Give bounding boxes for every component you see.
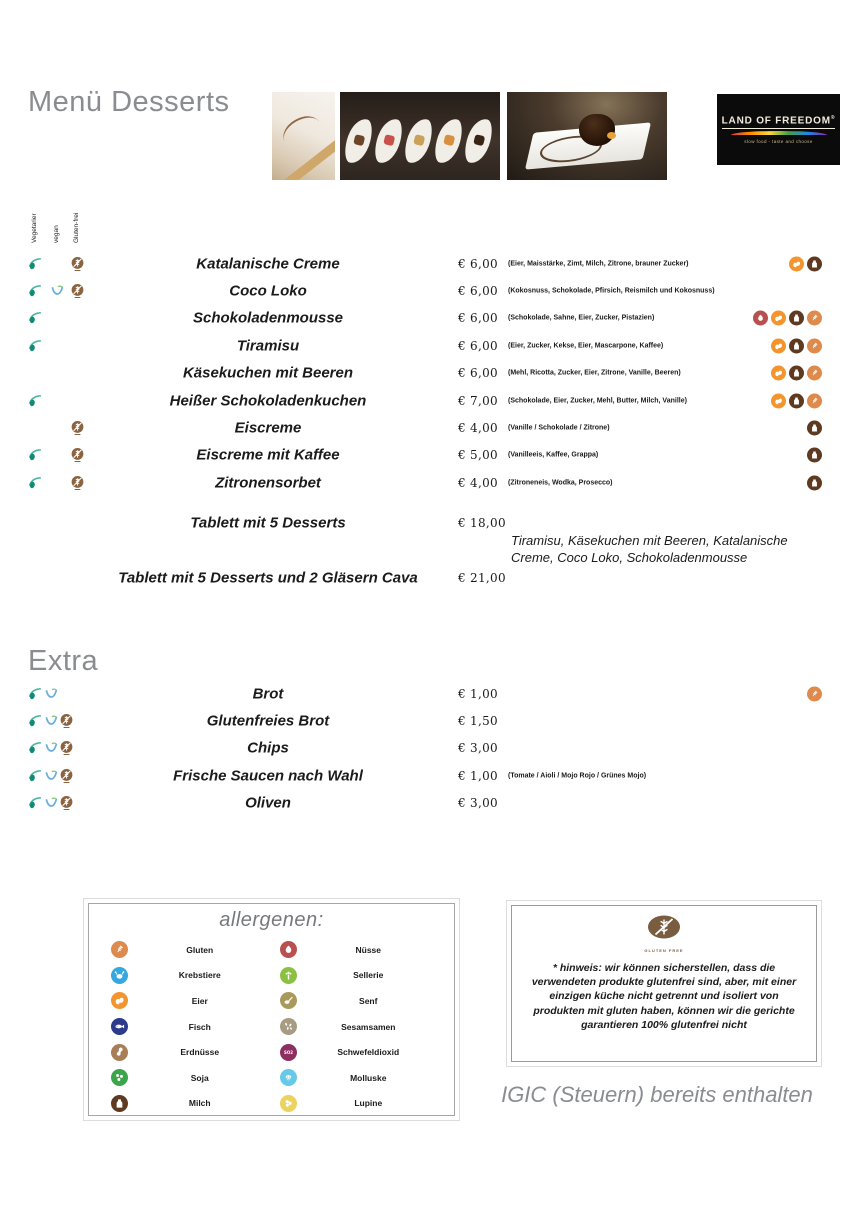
- logo-tagline: slow food - taste and choose: [744, 138, 813, 144]
- svg-text:SO2: SO2: [283, 1049, 293, 1055]
- legend-grid: [89, 932, 454, 1116]
- menu-item-price: € 6,00: [458, 338, 498, 353]
- dessert-sample-decor: [353, 134, 365, 146]
- legend-entry: [103, 1014, 272, 1040]
- vegetarian-icon: [28, 796, 43, 811]
- platter-name: Tablett mit 5 Desserts und 2 Gläsern Cava: [118, 569, 418, 587]
- allergen-nuesse-icon: [753, 311, 768, 326]
- platter-name: Tablett mit 5 Desserts: [190, 514, 346, 532]
- menu-item-ingredients: (Tomate / Aioli / Mojo Rojo / Grünes Mojo): [508, 772, 647, 780]
- menu-item-ingredients: (Schokolade, Sahne, Eier, Zucker, Pistazien): [508, 314, 655, 322]
- menu-item-price: € 6,00: [458, 256, 498, 271]
- allergen-milch-icon: [111, 1095, 128, 1112]
- menu-item-ingredients: (Vanilleeis, Kaffee, Grappa): [508, 451, 599, 459]
- legend-entry: [272, 1039, 441, 1065]
- legend-entry: [272, 937, 441, 963]
- menu-item-row: [0, 707, 854, 734]
- vegetarian-icon: [28, 393, 43, 408]
- menu-item-allergens: [771, 338, 822, 353]
- menu-item-price: € 3,00: [458, 796, 498, 811]
- glutenfree-icon: [512, 915, 816, 947]
- menu-item-row: [0, 442, 854, 469]
- menu-item-name: Schokoladenmousse: [192, 309, 344, 327]
- glutenfree-icon: [70, 448, 85, 463]
- platter-price: € 18,00: [458, 516, 506, 530]
- menu-item-allergens: [807, 421, 822, 436]
- menu-item-row: [0, 790, 854, 817]
- vegetarian-icon: [28, 311, 43, 326]
- allergen-gluten-icon: [807, 338, 822, 353]
- platter-row: [0, 566, 854, 590]
- allergen-label: Gluten: [186, 944, 214, 955]
- menu-item-row: [0, 735, 854, 762]
- allergen-milch-icon: [807, 256, 822, 271]
- allergen-gluten-icon: [807, 366, 822, 381]
- menu-item-row: [0, 360, 854, 387]
- platter-description: Tiramisu, Käsekuchen mit Beeren, Katalanische Creme, Coco Loko, Schokoladenmousse: [511, 533, 788, 565]
- dessert-list: [0, 250, 854, 497]
- cheesecake-chocolate-script-decor: [278, 110, 327, 154]
- platter-price: € 21,00: [458, 571, 506, 585]
- glutenfree-hint-box: [511, 905, 817, 1062]
- menu-item-row: [0, 680, 854, 707]
- menu-item-name: Chips: [247, 739, 289, 757]
- menu-item-price: € 6,00: [458, 284, 498, 299]
- allergen-milch-icon: [789, 393, 804, 408]
- glutenfree-icon-caption: GLUTEN FREE: [644, 948, 684, 953]
- glutenfree-icon: [70, 284, 85, 299]
- menu-item-allergens: [771, 366, 822, 381]
- dessert-sample-decor: [473, 134, 485, 146]
- menu-item-allergens: [771, 393, 822, 408]
- orange-garnish-decor: [607, 132, 616, 139]
- allergen-milch-icon: [807, 475, 822, 490]
- allergen-label: Lupine: [354, 1098, 383, 1109]
- legend-title: allergenen:: [219, 909, 324, 931]
- allergen-milch-icon: [807, 448, 822, 463]
- menu-item-price: € 6,00: [458, 311, 498, 326]
- menu-item-ingredients: (Mehl, Ricotta, Zucker, Eier, Zitrone, Vanille, Beeren): [508, 369, 681, 377]
- menu-item-price: € 3,00: [458, 741, 498, 756]
- photo-cheesecake-slice: [272, 92, 335, 180]
- menu-item-price: € 1,50: [458, 714, 498, 729]
- menu-item-ingredients: (Kokosnuss, Schokolade, Pfirsich, Reismilch und Kokosnuss): [508, 287, 715, 295]
- allergen-nuesse-icon: [280, 941, 297, 958]
- vegan-icon: [44, 796, 59, 811]
- menu-item-price: € 6,00: [458, 366, 498, 381]
- menu-item-ingredients: (Eier, Zucker, Kekse, Eier, Mascarpone, Kaffee): [508, 342, 664, 350]
- allergen-label: Sellerie: [353, 970, 384, 981]
- menu-item-row: [0, 332, 854, 359]
- legend-entry: [272, 1065, 441, 1091]
- vegan-icon: [50, 284, 65, 299]
- menu-item-name: Eiscreme: [234, 419, 302, 437]
- logo-name: [722, 115, 836, 128]
- allergen-label: Fisch: [188, 1021, 211, 1032]
- allergen-soja-icon: [111, 1069, 128, 1086]
- dessert-plate-decor: [462, 116, 495, 166]
- menu-item-allergens: [807, 686, 822, 701]
- vegetarian-icon: [28, 448, 43, 463]
- allergen-sesamsamen-icon: [280, 1018, 297, 1035]
- legend-entry: [103, 988, 272, 1014]
- registered-mark: ®: [830, 115, 836, 122]
- menu-item-name: Oliven: [245, 794, 291, 812]
- allergen-eier-icon: [111, 992, 128, 1009]
- dessert-sample-decor: [413, 134, 425, 146]
- allergen-label: Soja: [190, 1072, 209, 1083]
- allergen-label: Molluske: [350, 1072, 387, 1083]
- vegan-icon: [44, 686, 59, 701]
- allergen-eier-icon: [771, 338, 786, 353]
- menu-item-name: Zitronensorbet: [215, 474, 321, 492]
- cake-decor: [579, 114, 615, 146]
- vegan-icon: [44, 741, 59, 756]
- menu-item-row: [0, 762, 854, 789]
- allergen-eier-icon: [789, 256, 804, 271]
- restaurant-logo: [717, 94, 840, 165]
- menu-item-row: [0, 387, 854, 414]
- allergen-eier-icon: [771, 311, 786, 326]
- allergen-krebstiere-icon: [111, 967, 128, 984]
- menu-item-allergens: [807, 448, 822, 463]
- column-header-vegan: vegan: [53, 225, 60, 243]
- allergen-eier-icon: [771, 366, 786, 381]
- platter-section: [0, 511, 854, 587]
- menu-item-name: Brot: [252, 685, 284, 703]
- dessert-plate-decor: [342, 116, 375, 166]
- menu-item-name: Heißer Schokoladenkuchen: [169, 392, 367, 410]
- menu-item-ingredients: (Vanille / Schokolade / Zitrone): [508, 424, 610, 432]
- menu-item-name: Coco Loko: [229, 282, 307, 300]
- menu-item-row: [0, 414, 854, 441]
- vegan-icon: [44, 714, 59, 729]
- glutenfree-icon: [59, 741, 74, 756]
- menu-item-allergens: [789, 256, 822, 271]
- legend-entry: [272, 1091, 441, 1117]
- allergen-milch-icon: [807, 421, 822, 436]
- vegetarian-icon: [28, 686, 43, 701]
- vegetarian-icon: [28, 714, 43, 729]
- allergen-eier-icon: [771, 393, 786, 408]
- menu-item-allergens: [753, 311, 822, 326]
- vegetarian-icon: [28, 475, 43, 490]
- allergen-erdnuesse-icon: [111, 1044, 128, 1061]
- menu-item-name: Eiscreme mit Kaffee: [196, 446, 340, 464]
- dessert-plate-decor: [432, 116, 465, 166]
- glutenfree-icon: [70, 475, 85, 490]
- menu-item-name: Glutenfreies Brot: [206, 712, 330, 730]
- allergen-sellerie-icon: [280, 967, 297, 984]
- menu-item-price: € 1,00: [458, 686, 498, 701]
- dessert-sample-decor: [443, 134, 455, 146]
- dessert-plate-decor: [402, 116, 435, 166]
- logo-text: LAND OF FREEDOM: [721, 115, 831, 127]
- photo-chocolate-lava-cake: [507, 92, 667, 180]
- allergen-gluten-icon: [111, 941, 128, 958]
- allergen-milch-icon: [789, 338, 804, 353]
- legend-entry: [103, 963, 272, 989]
- allergen-gluten-icon: [807, 393, 822, 408]
- menu-item-ingredients: (Zitroneneis, Wodka, Prosecco): [508, 479, 613, 487]
- allergen-gluten-icon: [807, 311, 822, 326]
- column-header-vegetarian: Vegetarier: [31, 213, 38, 243]
- glutenfree-icon: [59, 714, 74, 729]
- allergen-label: Eier: [191, 995, 208, 1006]
- menu-item-row: [0, 250, 854, 277]
- vegan-icon: [44, 768, 59, 783]
- menu-item-ingredients: (Schokolade, Eier, Zucker, Mehl, Butter, Milch, Vanille): [508, 397, 687, 405]
- allergen-senf-icon: [280, 992, 297, 1009]
- legend-entry: [103, 937, 272, 963]
- vegetarian-icon: [28, 338, 43, 353]
- menu-item-ingredients: (Eier, Maisstärke, Zimt, Milch, Zitrone, brauner Zucker): [508, 260, 689, 268]
- menu-item-price: € 4,00: [458, 421, 498, 436]
- legend-entry: [103, 1039, 272, 1065]
- photo-dessert-tasting-tray: [340, 92, 500, 180]
- menu-item-price: € 4,00: [458, 475, 498, 490]
- glutenfree-icon: [70, 421, 85, 436]
- menu-item-name: Tiramisu: [236, 337, 300, 355]
- dessert-plate-decor: [372, 116, 405, 166]
- extra-section-title: Extra: [28, 645, 99, 677]
- legend-entry: [103, 1065, 272, 1091]
- platter-row: [0, 511, 854, 535]
- legend-column-right: [272, 937, 441, 1116]
- vegetarian-icon: [28, 256, 43, 271]
- menu-item-row: [0, 469, 854, 496]
- legend-entry: [103, 1091, 272, 1117]
- allergen-milch-icon: [789, 311, 804, 326]
- allergen-label: Krebstiere: [178, 970, 221, 981]
- dessert-sample-decor: [383, 134, 395, 146]
- legend-entry: [272, 1014, 441, 1040]
- menu-item-row: [0, 305, 854, 332]
- menu-item-name: Frische Saucen nach Wahl: [173, 767, 363, 785]
- menu-item-price: € 1,00: [458, 768, 498, 783]
- column-header-glutenfree: Gluten-frei: [73, 212, 80, 243]
- allergen-legend-box: [88, 903, 455, 1116]
- glutenfree-hint-text: * hinweis: wir können sicherstellen, dass die verwendeten produkte glutenfrei sind, aber, mit einer einzigen küche nicht getrennt und isoliert von produkten mit gluten haben, können wir die gerichte garantieren 100% glutenfrei nicht: [531, 962, 797, 1031]
- menu-item-name: Käsekuchen mit Beeren: [182, 364, 354, 382]
- glutenfree-icon: [59, 768, 74, 783]
- vegetarian-icon: [28, 741, 43, 756]
- allergen-fisch-icon: [111, 1018, 128, 1035]
- legend-column-left: [103, 937, 272, 1116]
- legend-entry: [272, 963, 441, 989]
- allergen-label: Erdnüsse: [180, 1047, 220, 1058]
- vegetarian-icon: [28, 768, 43, 783]
- extra-list: [0, 680, 854, 817]
- allergen-lupine-icon: [280, 1095, 297, 1112]
- menu-item-allergens: [807, 475, 822, 490]
- glutenfree-icon: [59, 796, 74, 811]
- allergen-label: Senf: [359, 995, 378, 1006]
- menu-item-price: € 7,00: [458, 393, 498, 408]
- allergen-molluske-icon: [280, 1069, 297, 1086]
- legend-entry: [272, 988, 441, 1014]
- tax-note: IGIC (Steuern) bereits enthalten: [501, 1082, 813, 1107]
- allergen-label: Sesamsamen: [341, 1021, 396, 1032]
- allergen-label: Nüsse: [355, 944, 381, 955]
- menu-item-price: € 5,00: [458, 448, 498, 463]
- allergen-gluten-icon: [807, 686, 822, 701]
- vegetarian-icon: [28, 284, 43, 299]
- menu-item-row: [0, 277, 854, 304]
- allergen-label: Milch: [188, 1098, 211, 1109]
- allergen-milch-icon: [789, 366, 804, 381]
- glutenfree-icon: [70, 256, 85, 271]
- allergen-schwefeldioxid-icon: [280, 1044, 297, 1061]
- page-title: Menü Desserts: [28, 86, 230, 118]
- menu-item-name: Katalanische Creme: [196, 255, 340, 273]
- allergen-label: Schwefeldioxid: [337, 1047, 400, 1058]
- rainbow-stripe-icon: [731, 131, 827, 135]
